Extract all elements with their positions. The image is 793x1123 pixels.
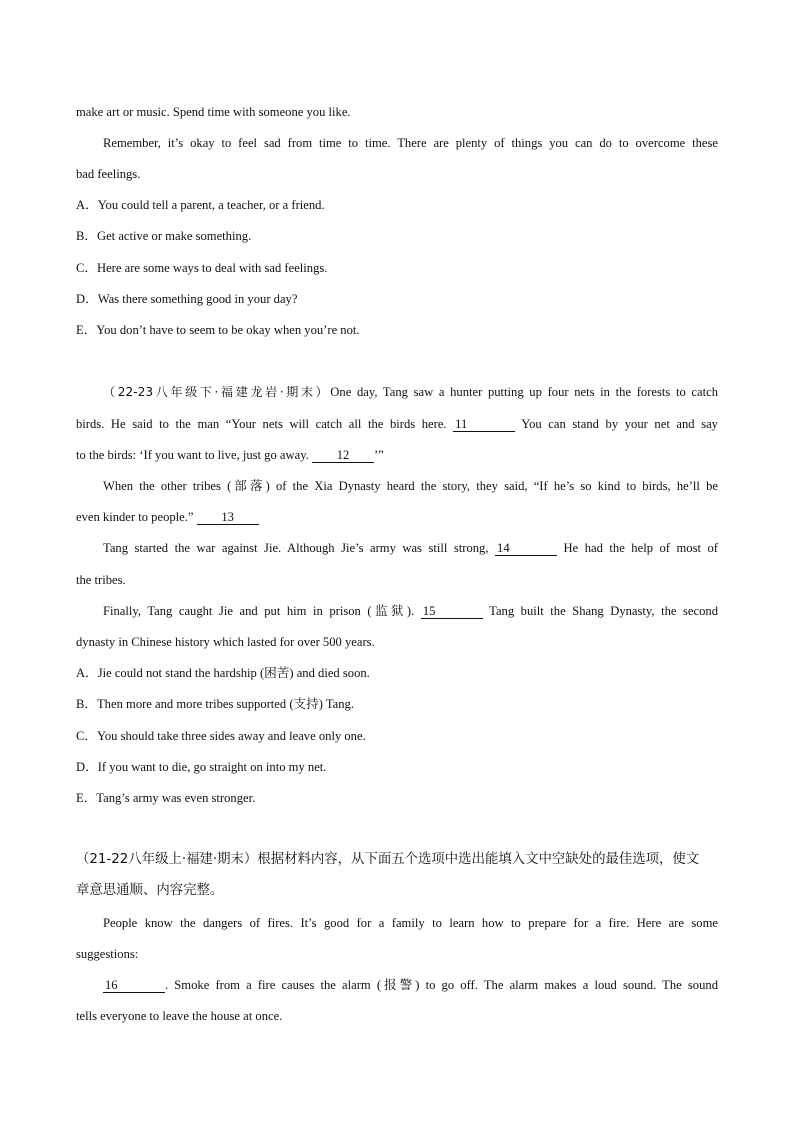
source-label: （22-23八年级下·福建龙岩·期末） (103, 385, 331, 399)
text-line: make art or music. Spend time with someone you like. (76, 105, 351, 119)
option-e: E．You don’t have to seem to be okay when you’re not. (76, 323, 360, 337)
text-segment: to the birds: ‘If you want to live, just go away. (76, 448, 312, 462)
passage-line: dynasty in Chinese history which lasted for over 500 years. (76, 635, 375, 649)
option-a: A．Jie could not stand the hardship (困苦) and died soon. (76, 666, 370, 680)
instruction-line: （21-22八年级上·福建·期末）根据材料内容，从下面五个选项中选出能填入文中空缺处的最佳选项，使文 (76, 852, 700, 867)
blank-11: 11 (453, 418, 515, 432)
passage-line: tells everyone to leave the house at once. (76, 1009, 283, 1023)
text-segment: You can stand by your net and say (515, 417, 718, 431)
text-segment: birds. He said to the man “Your nets will catch all the birds here. (76, 417, 454, 431)
passage-line (76, 509, 718, 525)
instruction-line: 章意思通顺、内容完整。 (76, 883, 224, 898)
passage-line: suggestions: (76, 947, 139, 961)
option-b: B．Get active or make something. (76, 229, 252, 243)
text-line: bad feelings. (76, 167, 141, 181)
blank-12: 12 (312, 449, 374, 463)
passage-line: People know the dangers of fires. It’s good for a family to learn how to prepare for a fire. Here are some (103, 916, 718, 930)
passage-intro-line (103, 384, 718, 400)
option-d: D．If you want to die, go straight on into my net. (76, 760, 327, 774)
text-segment: ’” (373, 448, 384, 462)
option-c: C．Here are some ways to deal with sad feelings. (76, 261, 328, 275)
blank-13: 13 (197, 511, 259, 525)
option-e: E．Tang’s army was even stronger. (76, 791, 256, 805)
text-segment: even kinder to people.” (76, 510, 197, 524)
blank-15: 15 (421, 605, 483, 619)
blank-14: 14 (495, 542, 557, 556)
text-segment: Tang started the war against Jie. Although Jie’s army was still strong, (103, 541, 496, 555)
paragraph-line: Remember, it’s okay to feel sad from time to time. There are plenty of things you can do to overcome these (103, 136, 718, 150)
passage-line: the tribes. (76, 573, 126, 587)
text-segment: Finally, Tang caught Jie and put him in prison (监狱). (103, 604, 421, 618)
text-segment: Tang built the Shang Dynasty, the second (482, 604, 718, 618)
text-segment: He had the help of most of (557, 541, 718, 555)
option-d: D．Was there something good in your day? (76, 292, 298, 306)
passage-line (76, 447, 718, 463)
passage-line (103, 540, 718, 556)
text-segment: . Smoke from a fire causes the alarm (报警) to go off. The alarm makes a loud sound. The sound (165, 978, 718, 992)
blank-16: 16 (103, 979, 165, 993)
passage-line (103, 603, 718, 619)
passage-line (103, 977, 718, 993)
option-b: B．Then more and more tribes supported (支持) Tang. (76, 697, 354, 711)
option-a: A．You could tell a parent, a teacher, or a friend. (76, 198, 325, 212)
option-c: C．You should take three sides away and leave only one. (76, 729, 366, 743)
text-segment: One day, Tang saw a hunter putting up four nets in the forests to catch (330, 385, 718, 399)
passage-line: When the other tribes (部落) of the Xia Dynasty heard the story, they said, “If he’s so kind to birds, he’ll be (103, 479, 718, 493)
passage-line (76, 416, 718, 432)
